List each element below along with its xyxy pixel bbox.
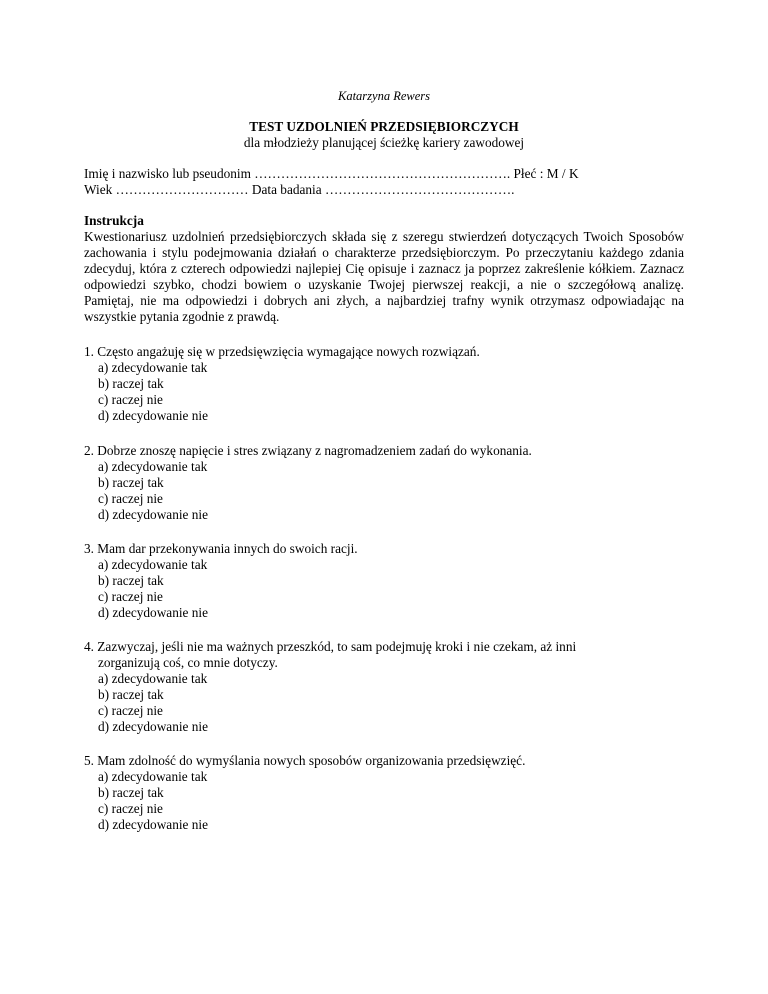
question-text: 2. Dobrze znoszę napięcie i stres związany z nagromadzeniem zadań do wykonania.: [84, 443, 532, 458]
age-date-field: Wiek ………………………… Data badania …………………………………….: [84, 182, 515, 197]
answer-option[interactable]: a) zdecydowanie tak: [98, 459, 208, 474]
question-text: 4. Zazwyczaj, jeśli nie ma ważnych przeszkód, to sam podejmuję kroki i nie czekam, aż inni: [84, 639, 577, 654]
question-text: 1. Często angażuję się w przedsięwzięcia wymagające nowych rozwiązań.: [84, 344, 480, 359]
instructions-body: Kwestionariusz uzdolnień przedsiębiorczych składa się z szeregu stwierdzeń dotyczących Twoich Sposobów zachowania i stylu podejmowania działań o charakterze przedsiębiorczym. Po przeczytaniu każdego zdania zdecyduj, która z czterech odpowiedzi najlepiej Cię opisuje i zaznacz ja poprzez zakreślenie kółkiem. Zaznacz odpowiedzi szybko, chodzi bowiem o uzyskanie Twojej pierwszej reakcji, a nie o szczegółową analizę. Pamiętaj, nie ma odpowiedzi i dobrych ani złych, a najbardziej trafny wynik otrzymasz odpowiadając na wszystkie pytania zgodnie z prawdą.: [84, 229, 684, 324]
question-1: [84, 344, 684, 424]
answer-option[interactable]: a) zdecydowanie tak: [98, 557, 208, 572]
question-4: [84, 639, 684, 735]
question-5: [84, 753, 684, 833]
question-3: [84, 541, 684, 621]
instructions-section: [84, 213, 684, 325]
answer-option[interactable]: c) raczej nie: [98, 589, 163, 604]
answer-option[interactable]: b) raczej tak: [98, 785, 164, 800]
respondent-fields: [84, 166, 684, 198]
instructions-heading: Instrukcja: [84, 213, 144, 228]
test-title: TEST UZDOLNIEŃ PRZEDSIĘBIORCZYCH: [249, 119, 519, 134]
author-name: Katarzyna Rewers: [337, 89, 430, 103]
question-2: [84, 443, 684, 523]
answer-option[interactable]: d) zdecydowanie nie: [98, 605, 209, 620]
answer-option[interactable]: c) raczej nie: [98, 801, 163, 816]
answer-option[interactable]: c) raczej nie: [98, 491, 163, 506]
answer-option[interactable]: d) zdecydowanie nie: [98, 719, 209, 734]
answer-option[interactable]: b) raczej tak: [98, 573, 164, 588]
answer-option[interactable]: b) raczej tak: [98, 475, 164, 490]
question-text: 3. Mam dar przekonywania innych do swoich racji.: [84, 541, 358, 556]
answer-option[interactable]: d) zdecydowanie nie: [98, 507, 209, 522]
answer-option[interactable]: c) raczej nie: [98, 703, 163, 718]
answer-option[interactable]: a) zdecydowanie tak: [98, 671, 208, 686]
answer-option[interactable]: a) zdecydowanie tak: [98, 769, 208, 784]
name-gender-field: Imię i nazwisko lub pseudonim …………………………………………………. Płeć : M / K: [84, 166, 579, 181]
answer-option[interactable]: d) zdecydowanie nie: [98, 408, 209, 423]
answer-option[interactable]: b) raczej tak: [98, 376, 164, 391]
test-subtitle: dla młodzieży planującej ścieżkę kariery zawodowej: [243, 135, 525, 150]
question-text-continued: zorganizują coś, co mnie dotyczy.: [98, 655, 278, 670]
answer-option[interactable]: c) raczej nie: [98, 392, 163, 407]
answer-option[interactable]: d) zdecydowanie nie: [98, 817, 209, 832]
answer-option[interactable]: b) raczej tak: [98, 687, 164, 702]
question-text: 5. Mam zdolność do wymyślania nowych sposobów organizowania przedsięwzięć.: [84, 753, 526, 768]
answer-option[interactable]: a) zdecydowanie tak: [98, 360, 208, 375]
